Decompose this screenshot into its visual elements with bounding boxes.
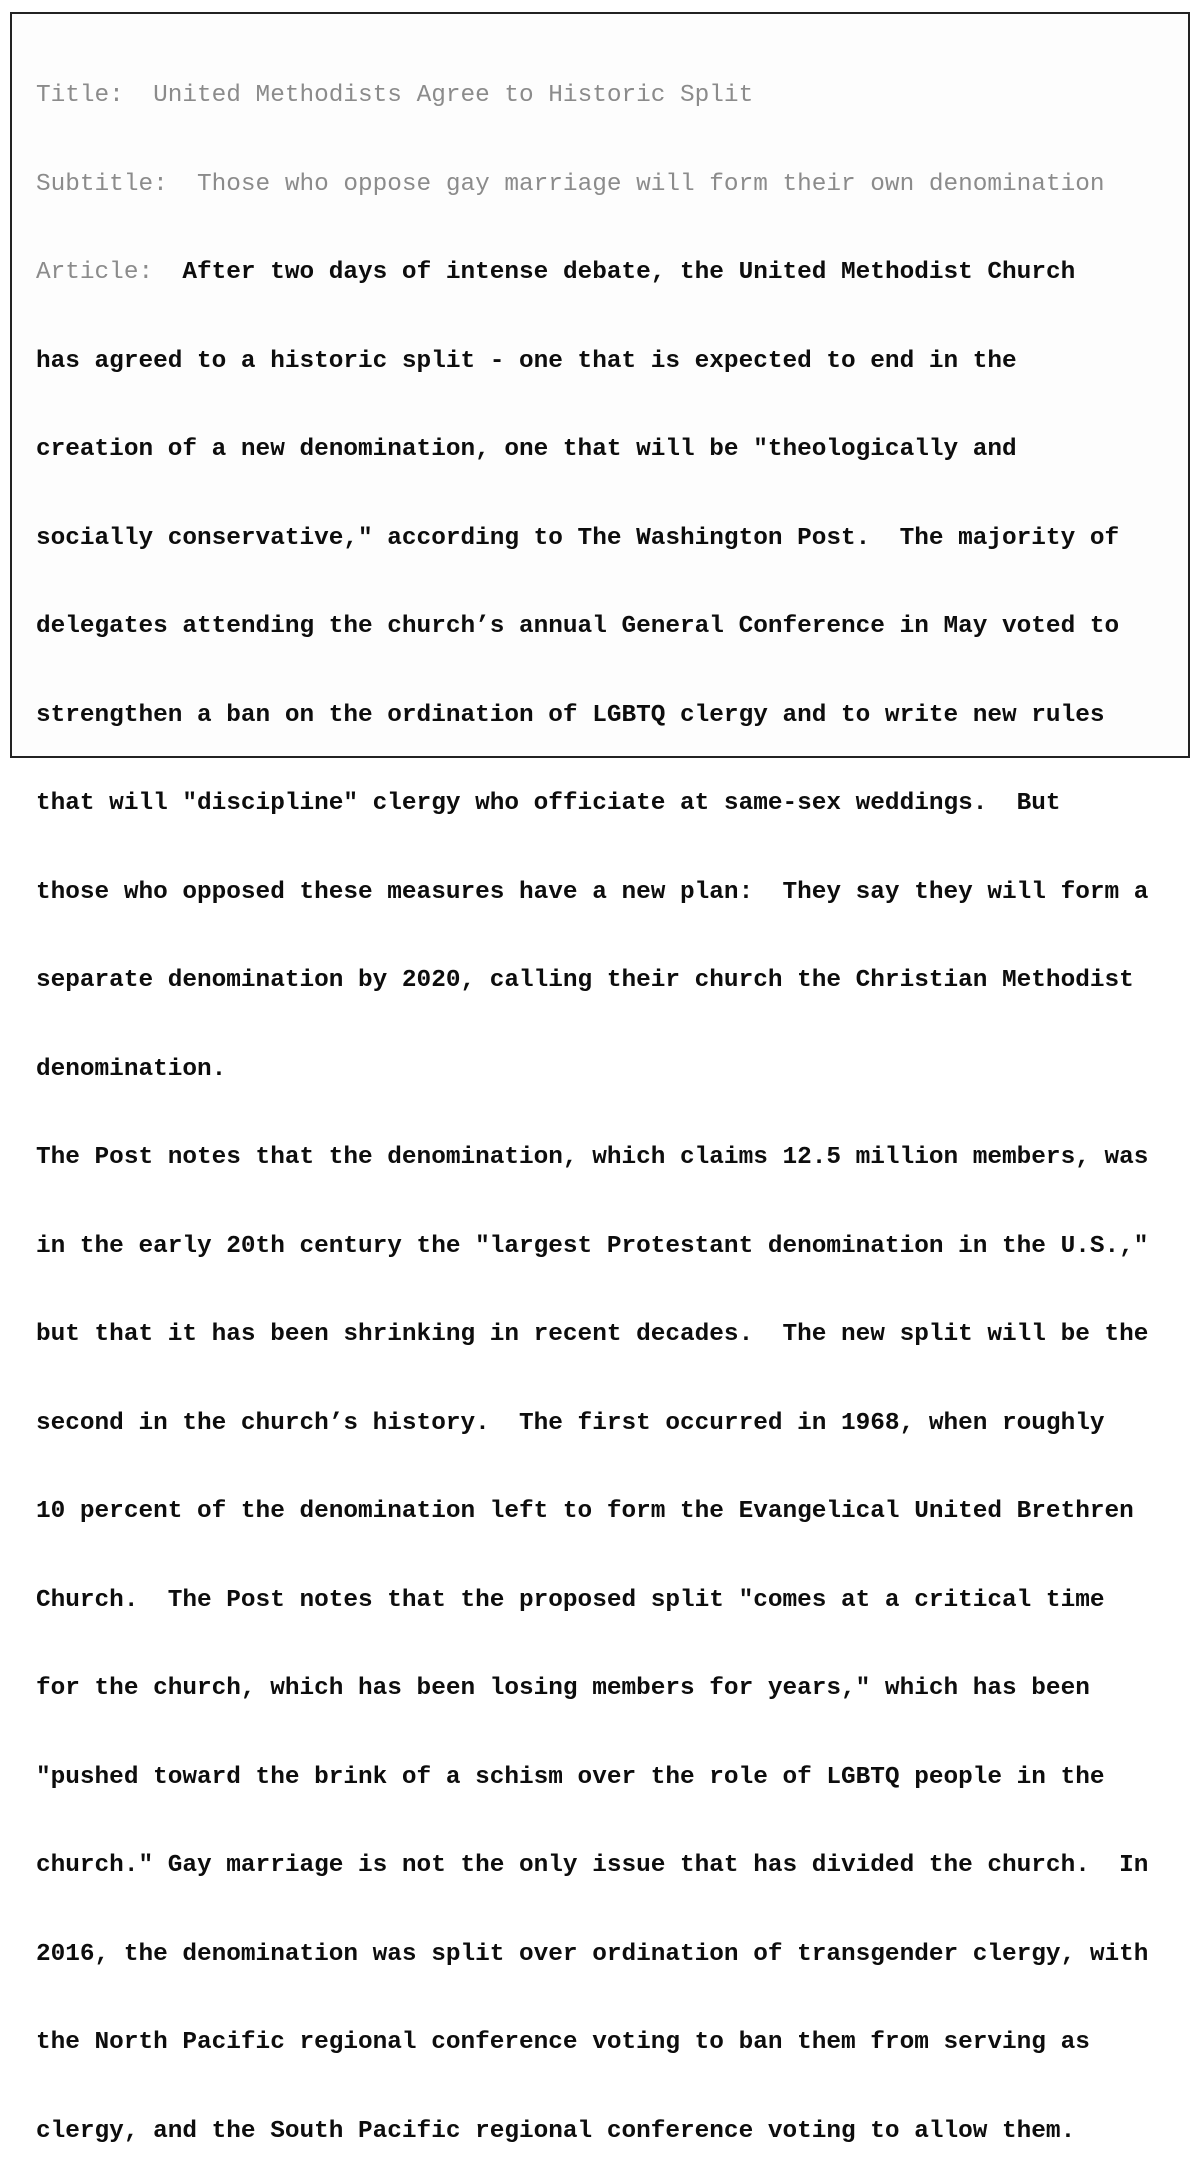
article-line: strengthen a ban on the ordination of LGBTQ clergy and to write new rules [36,701,1105,729]
title-text: United Methodists Agree to Historic Split [123,82,754,109]
title-line [36,81,1174,111]
article-line: those who opposed these measures have a new plan: They say they will form a [36,878,1149,906]
article-line: separate denomination by 2020, calling their church the Christian Methodist [36,967,1134,994]
article-line: that will "discipline" clergy who officiate at same-sex weddings. But [36,790,1061,817]
article-line: 10 percent of the denomination left to form the Evangelical United Brethren [36,1498,1134,1525]
article-line: After two days of intense debate, the United Methodist Church [153,259,1076,286]
article-line: has agreed to a historic split - one that is expected to end in the [36,347,1017,375]
article-line: The Post notes that the denomination, which claims 12.5 million members, was [36,1144,1149,1171]
article-line: for the church, which has been losing members for years," which has been [36,1675,1090,1702]
article-line: the North Pacific regional conference voting to ban them from serving as [36,2029,1090,2056]
article-line: clergy, and the South Pacific regional conference voting to allow them. [36,2117,1076,2145]
article-line: Church. The Post notes that the proposed split "comes at a critical time [36,1586,1105,1614]
article-line: creation of a new denomination, one that will be "theologically and [36,436,1017,463]
article-line: denomination. [36,1055,227,1083]
article-line: church." Gay marriage is not the only issue that has divided the church. In [36,1852,1149,1879]
article-box [10,12,1190,2145]
article-label: Article: [36,259,154,286]
article-line: "pushed toward the brink of a schism over the role of LGBTQ people in the [36,1763,1105,1791]
title-label: Title: [36,82,124,109]
subtitle-label: Subtitle: [36,170,168,198]
subtitle-line [36,170,1174,200]
article-line: in the early 20th century the "largest Protestant denomination in the U.S.," [36,1232,1149,1260]
article-line: 2016, the denomination was split over ordination of transgender clergy, with [36,1940,1149,1968]
article-first-line [36,258,1174,288]
article-line: socially conservative," according to The Washington Post. The majority of [36,524,1120,552]
article-line: delegates attending the church’s annual General Conference in May voted to [36,613,1120,640]
article-line: second in the church’s history. The first occurred in 1968, when roughly [36,1409,1105,1437]
article-line: but that it has been shrinking in recent decades. The new split will be the [36,1321,1149,1348]
subtitle-text: Those who oppose gay marriage will form their own denomination [167,170,1105,198]
